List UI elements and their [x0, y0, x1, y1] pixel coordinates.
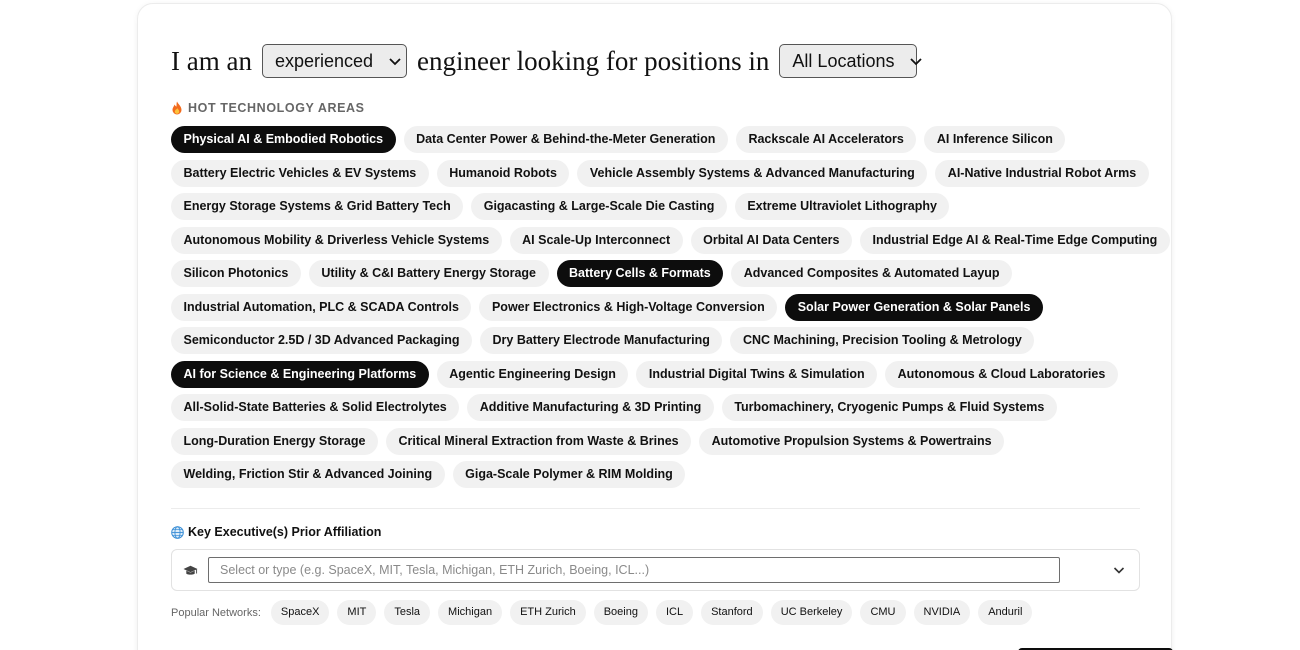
chip-row — [171, 327, 1131, 354]
technology-chip[interactable]: AI Inference Silicon — [924, 126, 1065, 153]
technology-chip[interactable]: Battery Cells & Formats — [557, 260, 724, 287]
popular-network-chip[interactable]: CMU — [860, 600, 905, 625]
chip-row — [171, 428, 1131, 455]
graduation-cap-icon — [183, 564, 198, 576]
popular-network-chip[interactable]: SpaceX — [271, 600, 330, 625]
chevron-down-icon — [910, 54, 922, 69]
technology-chip[interactable]: Battery Electric Vehicles & EV Systems — [171, 160, 429, 187]
technology-chip[interactable]: Automotive Propulsion Systems & Powertrains — [699, 428, 1004, 455]
affiliation-label: Key Executive(s) Prior Affiliation — [188, 525, 382, 539]
chip-row — [171, 260, 1131, 287]
technology-chip[interactable]: Humanoid Robots — [437, 160, 570, 187]
technology-chip[interactable]: CNC Machining, Precision Tooling & Metrology — [730, 327, 1034, 354]
technology-chip[interactable]: Solar Power Generation & Solar Panels — [785, 294, 1043, 321]
technology-chip[interactable]: Industrial Edge AI & Real-Time Edge Computing — [860, 227, 1170, 254]
technology-chip[interactable]: Advanced Composites & Automated Layup — [731, 260, 1012, 287]
experience-select[interactable] — [262, 44, 407, 78]
technology-chip[interactable]: Long-Duration Energy Storage — [171, 428, 378, 455]
technology-chip[interactable]: Giga-Scale Polymer & RIM Molding — [453, 461, 686, 488]
technology-chip[interactable]: Orbital AI Data Centers — [691, 227, 852, 254]
chevron-down-icon — [389, 54, 401, 69]
technology-chip[interactable]: AI-Native Industrial Robot Arms — [935, 160, 1148, 187]
technology-chip[interactable]: AI Scale-Up Interconnect — [510, 227, 683, 254]
technology-chip[interactable]: Industrial Digital Twins & Simulation — [636, 361, 877, 388]
technology-chip[interactable]: Extreme Ultraviolet Lithography — [735, 193, 950, 220]
technology-chip[interactable]: Utility & C&I Battery Energy Storage — [309, 260, 549, 287]
sentence-middle: engineer looking for positions in — [416, 45, 770, 76]
technology-chips — [171, 126, 1158, 495]
technology-chip[interactable]: Turbomachinery, Cryogenic Pumps & Fluid Systems — [722, 394, 1057, 421]
chip-row — [171, 227, 1158, 254]
technology-chip[interactable]: Gigacasting & Large-Scale Die Casting — [471, 193, 727, 220]
technology-chip[interactable]: Physical AI & Embodied Robotics — [171, 126, 396, 153]
search-sentence — [171, 42, 927, 80]
popular-network-chip[interactable]: ICL — [656, 600, 693, 625]
chip-row — [171, 126, 1131, 153]
technology-chip[interactable]: Industrial Automation, PLC & SCADA Controls — [171, 294, 471, 321]
technology-chip[interactable]: AI for Science & Engineering Platforms — [171, 361, 429, 388]
popular-network-chip[interactable]: Michigan — [438, 600, 502, 625]
popular-network-chip[interactable]: Stanford — [701, 600, 763, 625]
chevron-down-icon[interactable] — [1112, 563, 1126, 577]
technology-chip[interactable]: Additive Manufacturing & 3D Printing — [467, 394, 714, 421]
popular-network-chip[interactable]: Anduril — [978, 600, 1032, 625]
popular-network-chip[interactable]: MIT — [337, 600, 376, 625]
technology-chip[interactable]: Critical Mineral Extraction from Waste & Brines — [386, 428, 691, 455]
technology-chip[interactable]: Silicon Photonics — [171, 260, 301, 287]
technology-chip[interactable]: Vehicle Assembly Systems & Advanced Manufacturing — [577, 160, 927, 187]
technology-chip[interactable]: Autonomous Mobility & Driverless Vehicle Systems — [171, 227, 502, 254]
technology-chip[interactable]: Power Electronics & High-Voltage Conversion — [479, 294, 777, 321]
technology-chip[interactable]: Rackscale AI Accelerators — [736, 126, 916, 153]
affiliation-combobox[interactable] — [171, 549, 1140, 591]
technology-chip[interactable]: Semiconductor 2.5D / 3D Advanced Packaging — [171, 327, 472, 354]
hot-areas-heading — [171, 101, 365, 115]
technology-chip[interactable]: Data Center Power & Behind-the-Meter Generation — [404, 126, 728, 153]
technology-chip[interactable]: Dry Battery Electrode Manufacturing — [480, 327, 722, 354]
chip-row — [171, 361, 1131, 388]
popular-network-chip[interactable]: Boeing — [594, 600, 648, 625]
section-divider — [171, 508, 1140, 509]
technology-chip[interactable]: Energy Storage Systems & Grid Battery Tech — [171, 193, 463, 220]
chip-row — [171, 294, 1131, 321]
technology-chip[interactable]: Autonomous & Cloud Laboratories — [885, 361, 1118, 388]
popular-network-chip[interactable]: Tesla — [384, 600, 430, 625]
chip-row — [171, 160, 1137, 187]
hot-areas-title: HOT TECHNOLOGY AREAS — [188, 101, 365, 115]
popular-network-chip[interactable]: NVIDIA — [914, 600, 971, 625]
technology-chip[interactable]: Welding, Friction Stir & Advanced Joining — [171, 461, 445, 488]
sentence-prefix: I am an — [171, 45, 252, 76]
technology-chip[interactable]: All-Solid-State Batteries & Solid Electrolytes — [171, 394, 459, 421]
experience-select-value: experienced — [274, 50, 374, 71]
location-select[interactable] — [779, 44, 917, 78]
fire-icon — [171, 101, 183, 115]
popular-network-chip[interactable]: ETH Zurich — [510, 600, 586, 625]
affiliation-heading — [171, 525, 381, 539]
popular-networks — [171, 600, 1040, 625]
affiliation-input[interactable] — [208, 557, 1060, 583]
globe-icon — [171, 526, 184, 539]
chip-row — [171, 394, 1131, 421]
chip-row — [171, 461, 1131, 488]
popular-network-chip[interactable]: UC Berkeley — [771, 600, 853, 625]
chip-row — [171, 193, 1131, 220]
location-select-value: All Locations — [792, 50, 895, 71]
search-card — [137, 3, 1172, 650]
technology-chip[interactable]: Agentic Engineering Design — [437, 361, 629, 388]
popular-networks-label: Popular Networks: — [171, 606, 261, 619]
